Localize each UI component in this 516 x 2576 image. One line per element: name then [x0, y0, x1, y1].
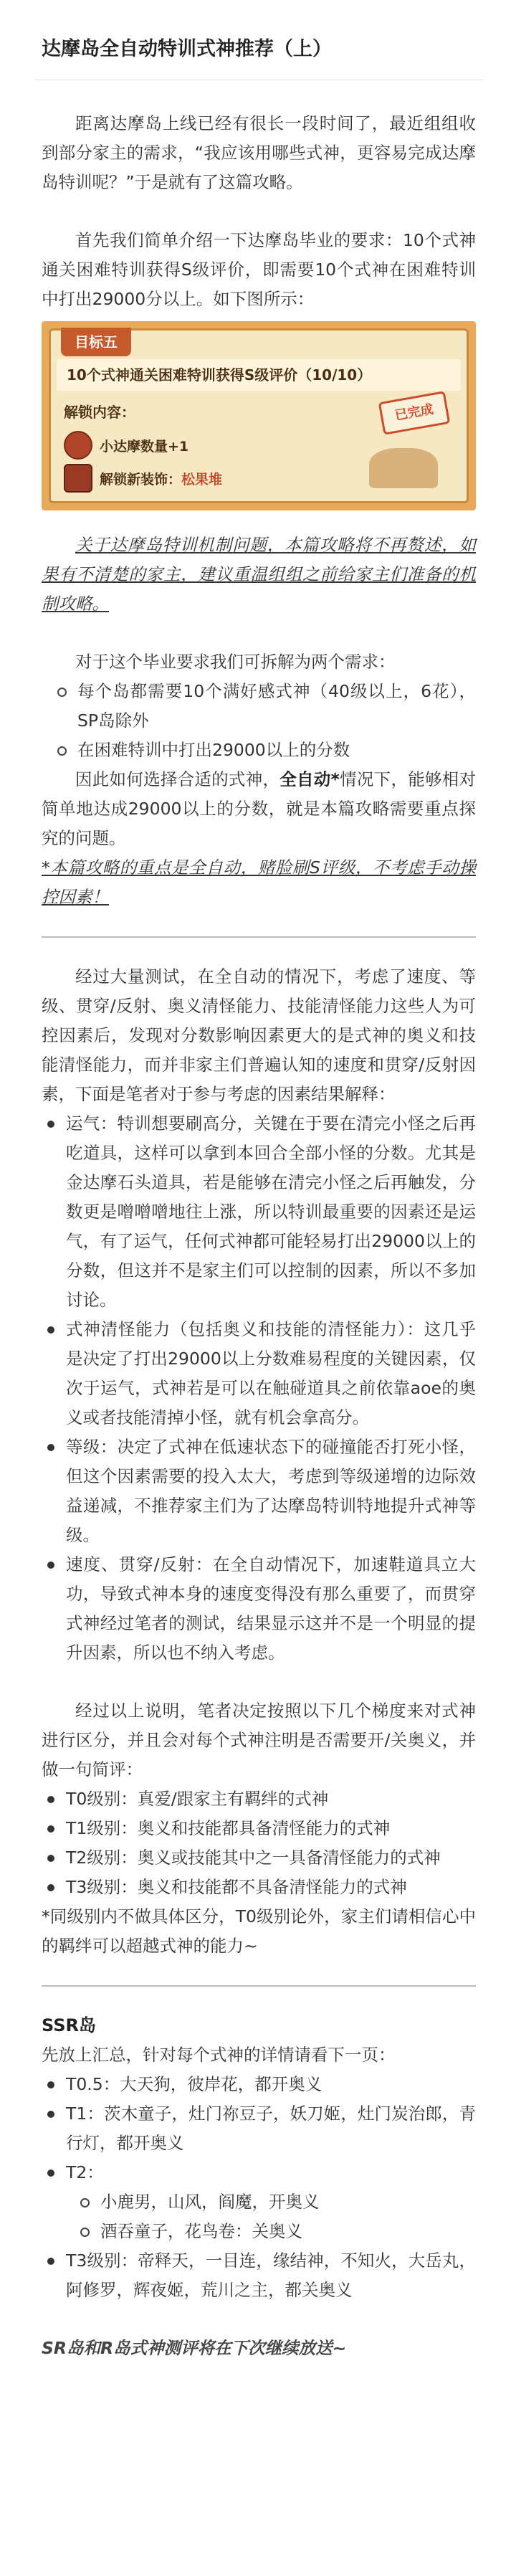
intro-paragraph-1: 距离达摩岛上线已经有很长一段时间了，最近组组收到部分家主的需求，“我应该用哪些式神，更容易完成达摩岛特训呢？”于是就有了这篇攻略。	[42, 113, 476, 192]
intro-paragraph-2: 首先我们简单介绍一下达摩岛毕业的要求：10个式神通关困难特训获得S级评价，即需要10个式神在困难特训中打出29000分以上。如下图所示：	[42, 230, 476, 309]
ssr-tier-list	[42, 2070, 476, 2305]
list-item: T2级别：奥义或技能其中之一具备清怪能力的式神	[42, 1843, 476, 1873]
list-item: T3级别：帝释天，一目连，缘结神，不知火，大岳丸，阿修罗，辉夜姬，荒川之主，都关奥义	[42, 2246, 476, 2305]
follow-suffix: 情况下，能够相对简单地达成29000以上的分数，就是本篇攻略需要重点探究的问题。	[42, 769, 477, 848]
ssr-heading: SSR岛	[42, 2015, 96, 2035]
section-divider	[42, 936, 476, 938]
footer-note: SR岛和R岛式神测评将在下次继续放送~	[42, 2338, 347, 2358]
unlock-label: 解锁内容：	[64, 404, 135, 421]
page-title: 达摩岛全自动特训式神推荐（上）	[42, 38, 332, 60]
list-item: 等级：决定了式神在低速状态下的碰撞能否打死小怪，但这个因素需要的投入太大，考虑到等级递增的边际效益递减，不推荐家主们为了达摩岛特训特地提升式神等级。	[42, 1432, 476, 1550]
requirements-follow	[42, 765, 476, 853]
list-item: 速度、贯穿/反射：在全自动情况下，加速鞋道具立大功，导致式神本身的速度变得没有那么重要了，而贯穿式神经过笔者的测试，结果显示这并不是一个明显的提升因素，所以也不纳入考虑。	[42, 1550, 476, 1668]
ssr-lead: 先放上汇总，针对每个式神的详情请看下一页：	[42, 2045, 396, 2065]
requirements-list	[42, 677, 476, 765]
t2-label: T2：	[66, 2162, 104, 2182]
list-item: 运气：特训想要刷高分，关键在于要在清完小怪之后再吃道具，这样可以拿到本回合全部小怪的分数。尤其是金达摩石头道具，若是能够在清完小怪之后再触发，分数更是噌噌噌地往上涨，所以特训最重要的因素还是运气，有了运气，任何式神都可能轻易打出29000以上的分数，但这并不是家主们可以控制的因素，所以不多加讨论。	[42, 1109, 476, 1315]
completed-stamp: 已完成	[378, 391, 451, 435]
achievement-card-image	[42, 321, 476, 510]
unlock-row-1	[64, 431, 188, 460]
goal-badge: 目标五	[61, 328, 131, 356]
tier-list	[42, 1784, 476, 1902]
unlock-row-2-prefix: 解锁新装饰：	[100, 471, 182, 488]
list-item: T0.5：大天狗，彼岸花，都开奥义	[42, 2070, 476, 2099]
follow-prefix: 因此如何选择合适的式神，	[75, 769, 280, 789]
requirements-lead: 对于这个毕业要求我们可拆解为两个需求：	[75, 652, 396, 672]
list-item: 每个岛都需要10个满好感式神（40级以上，6花），SP岛除外	[42, 677, 476, 736]
follow-bold: 全自动*	[280, 769, 340, 789]
mechanism-note: 关于达摩岛特训机制问题，本篇攻略将不再赘述，如果有不清楚的家主，建议重温组组之前给家主们准备的机制攻略。	[42, 535, 476, 614]
list-item: 小鹿男，山风，阎魔，开奥义	[66, 2187, 476, 2217]
achievement-card-panel	[49, 328, 469, 503]
list-item: T1级别：奥义和技能都具备清怪能力的式神	[42, 1814, 476, 1843]
list-item: 式神清怪能力（包括奥义和技能的清怪能力）：这几乎是决定了打出29000以上分数难易程度的关键因素，仅次于运气，式神若是可以在触碰道具之前依靠aoe的奥义或者技能清掉小怪，就有机会拿高分。	[42, 1315, 476, 1432]
list-item	[42, 2158, 476, 2246]
factor-list	[42, 1109, 476, 1668]
daruma-icon	[64, 431, 92, 460]
list-item: 酒吞童子，花鸟卷：关奥义	[66, 2217, 476, 2246]
goal-banner: 10个式神通关困难特训获得S级评价（10/10）	[57, 359, 461, 391]
focus-footnote: *本篇攻略的重点是全自动，赌脸刷S评级，不考虑手动操控因素！	[42, 857, 476, 907]
tiers-intro: 经过以上说明，笔者决定按照以下几个梯度来对式神进行区分，并且会对每个式神注明是否需要开/关奥义，并做一句简评：	[42, 1701, 476, 1779]
list-item: 在困难特训中打出29000以上的分数	[42, 736, 476, 765]
unlock-row-1-text: 小达摩数量+1	[100, 438, 189, 455]
unlock-row-2-item: 松果堆	[181, 471, 223, 488]
tiers-note: *同级别内不做具体区分，T0级别论外，家主们请相信心中的羁绊可以超越式神的能力~	[42, 1906, 476, 1956]
list-item: T0级别：真爱/跟家主有羁绊的式神	[42, 1784, 476, 1814]
pinecone-decoration	[369, 448, 438, 488]
unlock-row-2	[64, 464, 222, 493]
list-item: T1：茨木童子，灶门祢豆子，妖刀姬，灶门炭治郎，青行灯，都开奥义	[42, 2099, 476, 2158]
list-item: T3级别：奥义和技能都不具备清怪能力的式神	[42, 1873, 476, 1902]
analysis-paragraph: 经过大量测试，在全自动的情况下，考虑了速度、等级、贯穿/反射、奥义清怪能力、技能清怪能力这些人为可控因素后，发现对分数影响因素更大的是式神的奥义和技能清怪能力，而并非家主们普遍认知的速度和贯穿/反射因素，下面是笔者对于参与考虑的因素结果解释：	[42, 966, 476, 1104]
decoration-icon	[64, 464, 92, 493]
section-divider	[42, 1985, 476, 1987]
t2-sublist	[66, 2187, 476, 2246]
